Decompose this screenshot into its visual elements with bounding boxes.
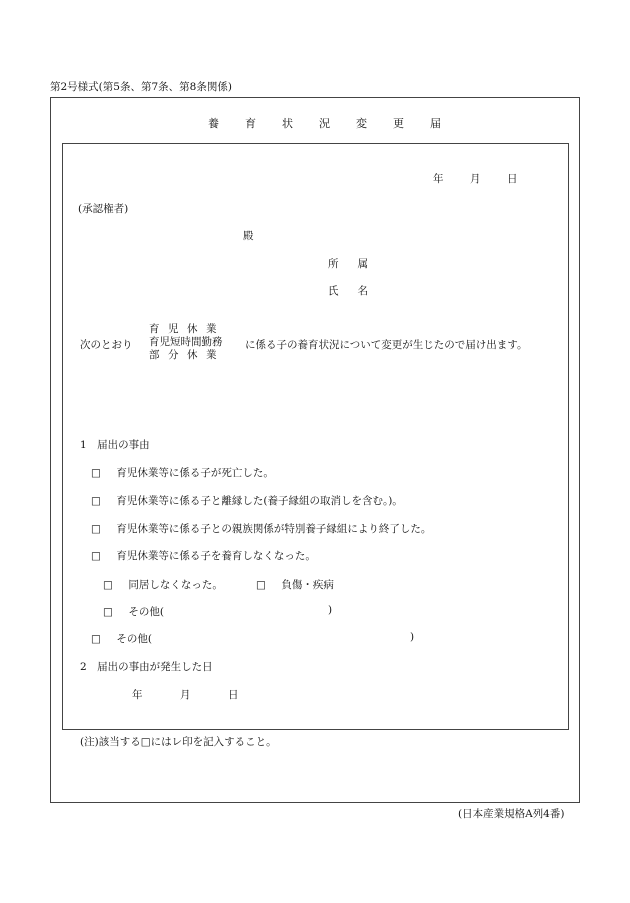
form-title: 養育状況変更届 <box>208 117 467 130</box>
footer-spec: (日本産業規格A列4番) <box>458 808 565 820</box>
date-day: 日 <box>507 173 518 185</box>
reason-item <box>91 548 316 563</box>
note: (注)該当する□にはレ印を記入すること。 <box>80 736 277 748</box>
honorific: 殿 <box>243 230 254 242</box>
addressee-label: (承認権者) <box>78 203 129 215</box>
affiliation-label: 所属 <box>328 258 387 270</box>
reason-item <box>91 465 274 480</box>
sub-item-cohabit <box>103 577 223 592</box>
reason-item-label: 育児休業等に係る子が死亡した。 <box>116 467 274 479</box>
sub-item-injury <box>256 577 334 592</box>
leave-type-short-hours: 育児短時間勤務 <box>149 336 223 348</box>
section2-heading: 2 届出の事由が発生した日 <box>80 661 213 673</box>
form-number: 第2号様式(第5条、第7条、第8条関係) <box>50 81 232 93</box>
checkbox[interactable]: □ <box>91 495 101 507</box>
checkbox[interactable]: □ <box>91 633 101 645</box>
sub-other-close-paren: ) <box>328 604 333 616</box>
statement-prefix: 次のとおり <box>80 339 133 351</box>
date-month: 月 <box>470 173 481 185</box>
leave-type-partial: 部分休業 <box>149 349 225 361</box>
occurrence-year: 年 <box>132 689 143 701</box>
occurrence-day: 日 <box>228 689 239 701</box>
checkbox[interactable]: □ <box>256 579 266 591</box>
other-item <box>91 631 152 646</box>
checkbox[interactable]: □ <box>91 467 101 479</box>
leave-type-childcare: 育児休業 <box>149 323 225 335</box>
reason-item-label: 育児休業等に係る子を養育しなくなった。 <box>116 550 316 562</box>
occurrence-month: 月 <box>180 689 191 701</box>
checkbox[interactable]: □ <box>91 550 101 562</box>
checkbox[interactable]: □ <box>91 523 101 535</box>
sub-item-injury-label: 負傷・疾病 <box>281 579 334 591</box>
leave-types <box>149 323 225 362</box>
other-close-paren: ) <box>410 631 415 643</box>
reason-item <box>91 521 431 536</box>
checkbox[interactable]: □ <box>103 606 113 618</box>
reason-item-label: 育児休業等に係る子と離縁した(養子縁組の取消しを含む。)。 <box>116 495 403 507</box>
checkbox[interactable]: □ <box>103 579 113 591</box>
reason-item-label: 育児休業等に係る子との親族関係が特別養子縁組により終了した。 <box>116 523 432 535</box>
sub-item-cohabit-label: 同居しなくなった。 <box>128 579 223 591</box>
date-year: 年 <box>433 173 444 185</box>
statement-suffix: に係る子の養育状況について変更が生じたので届け出ます。 <box>245 339 528 351</box>
name-label: 氏名 <box>328 285 387 297</box>
reason-item <box>91 493 403 508</box>
sub-item-other <box>103 604 164 619</box>
sub-item-other-label: その他( <box>128 606 164 618</box>
other-item-label: その他( <box>116 633 152 645</box>
section1-heading: 1 届出の事由 <box>80 439 150 451</box>
